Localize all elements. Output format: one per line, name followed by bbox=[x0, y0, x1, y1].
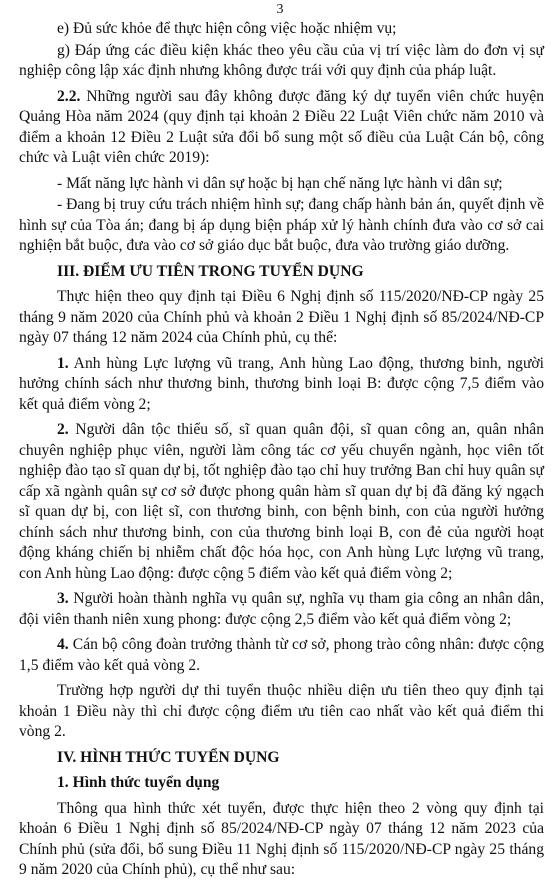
subsection-heading: 1. Hình thức tuyển dụng bbox=[57, 774, 220, 791]
paragraph-text: Cán bộ công đoàn trưởng thành từ cơ sở, phong trào công nhân: được cộng 1,5 điểm vào kết quả vòng 2. bbox=[19, 636, 544, 674]
paragraph-text: Những người sau đây không được đăng ký dự tuyển viên chức huyện Quảng Hòa năm 2024 (quy định tại khoản 2 Điều 22 Luật Viên chức năm 2010 và điểm a khoản 12 Điều 2 Luật sửa đổi bổ sung một số điều của Luật Cán bộ, công chức và Luật viên chức 2019): bbox=[19, 87, 544, 166]
paragraph bbox=[19, 354, 544, 416]
item-number: 3. bbox=[57, 590, 69, 607]
paragraph-text: Người hoàn thành nghĩa vụ quân sự, nghĩa vụ tham gia công an nhân dân, đội viên thanh niên xung phong: được cộng 2,5 điểm vào kết quả điểm vòng 2; bbox=[19, 590, 544, 628]
paragraph: e) Đủ sức khỏe để thực hiện công việc hoặc nhiệm vụ; bbox=[57, 20, 397, 37]
paragraph: - Đang bị truy cứu trách nhiệm hình sự; đang chấp hành bản án, quyết định về hình sự của Tòa án; đang bị áp dụng biện pháp xử lý hành chính đưa vào cơ sở cai nghiện bắt buộc, đưa vào cơ sở giáo dục bắt buộc, đưa vào trường giáo dưỡng. bbox=[19, 196, 544, 254]
paragraph: Trường hợp người dự thi tuyển thuộc nhiều diện ưu tiên theo quy định tại khoản 1 Điều này thì chỉ được cộng điểm ưu tiên cao nhất vào kết quả điểm thi vòng 2. bbox=[19, 682, 544, 740]
item-number: 1. bbox=[57, 354, 69, 372]
paragraph-text: Anh hùng Lực lượng vũ trang, Anh hùng Lao động, thương binh, người hưởng chính sách như thương binh, thương binh loại B: được cộng 7,5 điểm vào kết quả điểm vòng 2; bbox=[19, 354, 544, 413]
paragraph: g) Đáp ứng các điều kiện khác theo yêu cầu của vị trí việc làm do đơn vị sự nghiệp công lập xác định nhưng không được trái với quy định của pháp luật. bbox=[19, 41, 544, 79]
paragraph: - Mất năng lực hành vi dân sự hoặc bị hạn chế năng lực hành vi dân sự; bbox=[57, 174, 503, 192]
item-number: 2.2. bbox=[57, 87, 81, 105]
paragraph: Thông qua hình thức xét tuyển, được thực hiện theo 2 vòng quy định tại khoản 6 Điều 1 Nghị định số 85/2024/NĐ-CP ngày 07 tháng 12 năm 2023 của Chính phủ (sửa đổi, bổ sung Điều 11 Nghị định số 115/2020/NĐ-CP ngày 25 tháng 9 năm 2020 của Chính phủ), cụ thể như sau: bbox=[19, 799, 544, 878]
item-number: 4. bbox=[57, 636, 69, 653]
paragraph bbox=[19, 589, 544, 630]
document-body bbox=[19, 19, 544, 886]
paragraph bbox=[19, 87, 544, 169]
item-number: 2. bbox=[57, 421, 69, 438]
paragraph: Thực hiện theo quy định tại Điều 6 Nghị định số 115/2020/NĐ-CP ngày 25 tháng 9 năm 2020 của Chính phủ và khoản 2 Điều 1 Nghị định số 85/2024/NĐ-CP ngày 07 tháng 12 năm 2024 của Chính phủ, cụ thể: bbox=[19, 288, 544, 346]
paragraph bbox=[19, 420, 544, 584]
section-heading: IV. HÌNH THỨC TUYỂN DỤNG bbox=[57, 748, 280, 766]
paragraph bbox=[19, 635, 544, 676]
section-heading: III. ĐIỂM ƯU TIÊN TRONG TUYỂN DỤNG bbox=[57, 262, 364, 280]
page-number: 3 bbox=[276, 2, 284, 17]
paragraph-text: Người dân tộc thiểu số, sĩ quan quân đội, sĩ quan công an, quân nhân chuyên nghiệp phục viên, người làm công tác cơ yếu chuyển ngành, học viên tốt nghiệp đào tạo sĩ quan dự bị, tốt nghiệp đào tạo chỉ huy trưởng Ban chỉ huy quân sự cấp xã ngành quân sự cơ sở được phong quân hàm sĩ quan dự bị đã đăng ký ngạch sĩ quan dự bị, con liệt sĩ, con thương binh, con bệnh binh, con của người hưởng chính sách như thương binh, con của thương binh loại B, con đẻ của người hoạt động kháng chiến bị nhiễm chất độc hóa học, con Anh hùng Lực lượng vũ trang, con Anh hùng Lao động: được cộng 5 điểm vào kết quả điểm vòng 2; bbox=[19, 421, 544, 582]
